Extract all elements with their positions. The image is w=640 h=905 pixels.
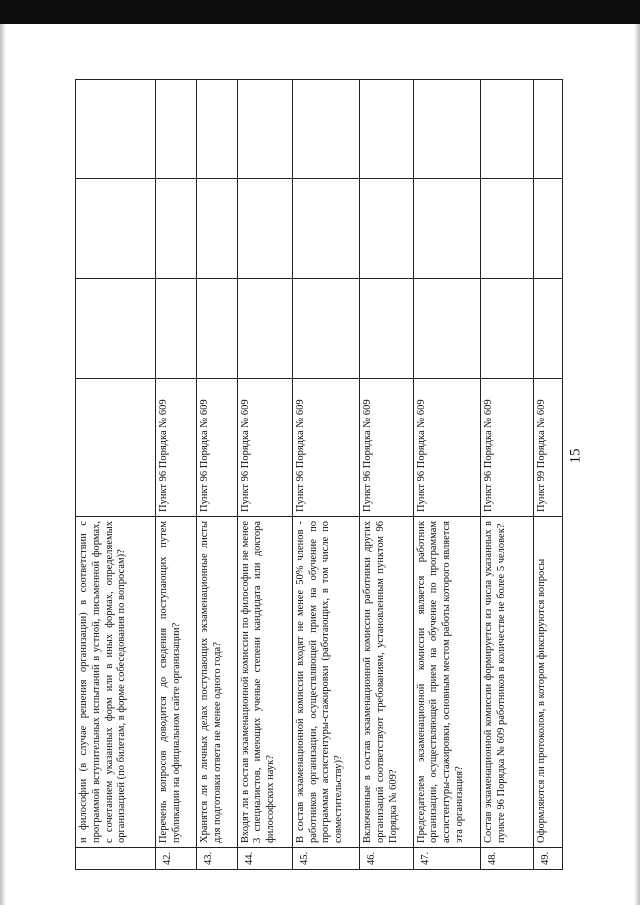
answer-cell-no — [413, 179, 481, 279]
scan-edge-right — [634, 24, 640, 905]
question-text: Хранятся ли в личных делах поступающих экзаменационные листы для подготовки ответа не менее одного года? — [196, 517, 237, 848]
scan-edge-left — [0, 24, 6, 905]
question-text: В состав экзаменационной комиссии входят не менее 50% членов - работников организации, осуществляющей прием на обучение по программам ассистентуры-стажировки (работающих, в том числе по совместительству)? — [292, 517, 360, 848]
legal-reference: Пункт 96 Порядка № 609 — [237, 379, 292, 517]
question-text: Входят ли в состав экзаменационной комиссии по философии не менее 3 специалистов, имеющих ученые степени кандидата или доктора философских наук? — [237, 517, 292, 848]
answer-cell-yes — [360, 279, 413, 379]
legal-reference: Пункт 96 Порядка № 609 — [292, 379, 360, 517]
legal-reference: Пункт 99 Порядка № 609 — [534, 379, 563, 517]
row-number — [76, 848, 156, 870]
row-number: 45. — [292, 848, 360, 870]
answer-cell-no — [237, 179, 292, 279]
question-text: Оформляются ли протоколом, в котором фиксируются вопросы — [534, 517, 563, 848]
answer-cell-note — [481, 80, 534, 179]
answer-cell-yes — [534, 279, 563, 379]
row-number: 46. — [360, 848, 413, 870]
legal-reference: Пункт 96 Порядка № 609 — [196, 379, 237, 517]
table-row — [155, 80, 196, 870]
table-row — [237, 80, 292, 870]
answer-cell-note — [237, 80, 292, 179]
question-text: Включенные в состав экзаменационной комиссии работники других организаций соответствуют требованиям, установленным пунктом 96 Порядка № 609? — [360, 517, 413, 848]
question-text: Состав экзаменационной комиссии формируется из числа указанных в пункте 96 Порядка № 609 работников в количестве не более 5 человек? — [481, 517, 534, 848]
answer-cell-no — [292, 179, 360, 279]
question-text: Председателем экзаменационной комиссии является работник организации, осуществляющей прием на обучение по программам ассистентуры-стажировки, основным местом работы которого является эта организация? — [413, 517, 481, 848]
question-text: Перечень вопросов доводится до сведения поступающих путем публикации на официальном сайте организации? — [155, 517, 196, 848]
checklist-table — [75, 79, 563, 870]
answer-cell-yes — [481, 279, 534, 379]
checklist-table-rotated — [75, 80, 563, 870]
answer-cell-no — [196, 179, 237, 279]
answer-cell-yes — [155, 279, 196, 379]
row-number: 44. — [237, 848, 292, 870]
answer-cell-yes — [292, 279, 360, 379]
answer-cell-yes — [196, 279, 237, 379]
answer-cell-note — [155, 80, 196, 179]
row-number: 42. — [155, 848, 196, 870]
scanner-top-border — [0, 0, 640, 24]
answer-cell-note — [76, 80, 156, 179]
answer-cell-yes — [413, 279, 481, 379]
legal-reference — [76, 379, 156, 517]
row-number: 47. — [413, 848, 481, 870]
row-number: 48. — [481, 848, 534, 870]
row-number: 43. — [196, 848, 237, 870]
answer-cell-note — [413, 80, 481, 179]
answer-cell-note — [292, 80, 360, 179]
answer-cell-no — [360, 179, 413, 279]
row-number: 49. — [534, 848, 563, 870]
answer-cell-no — [155, 179, 196, 279]
page-number: 15 — [567, 448, 584, 464]
legal-reference: Пункт 96 Порядка № 609 — [413, 379, 481, 517]
answer-cell-no — [76, 179, 156, 279]
table-row — [76, 80, 156, 870]
answer-cell-yes — [237, 279, 292, 379]
legal-reference: Пункт 96 Порядка № 609 — [481, 379, 534, 517]
answer-cell-note — [534, 80, 563, 179]
question-text: и философии (в случае решения организации) в соответствии с программой вступительных испытаний в устной, письменной формах, с сочетанием указанных форм или в иных формах, определяемых организацией (по билетам, в форме собеседования по вопросам)? — [76, 517, 156, 848]
answer-cell-yes — [76, 279, 156, 379]
answer-cell-no — [534, 179, 563, 279]
answer-cell-note — [196, 80, 237, 179]
table-row — [360, 80, 413, 870]
table-row — [292, 80, 360, 870]
legal-reference: Пункт 96 Порядка № 609 — [155, 379, 196, 517]
table-row — [481, 80, 534, 870]
answer-cell-note — [360, 80, 413, 179]
answer-cell-no — [481, 179, 534, 279]
table-row — [413, 80, 481, 870]
table-row — [534, 80, 563, 870]
legal-reference: Пункт 96 Порядка № 609 — [360, 379, 413, 517]
table-row — [196, 80, 237, 870]
